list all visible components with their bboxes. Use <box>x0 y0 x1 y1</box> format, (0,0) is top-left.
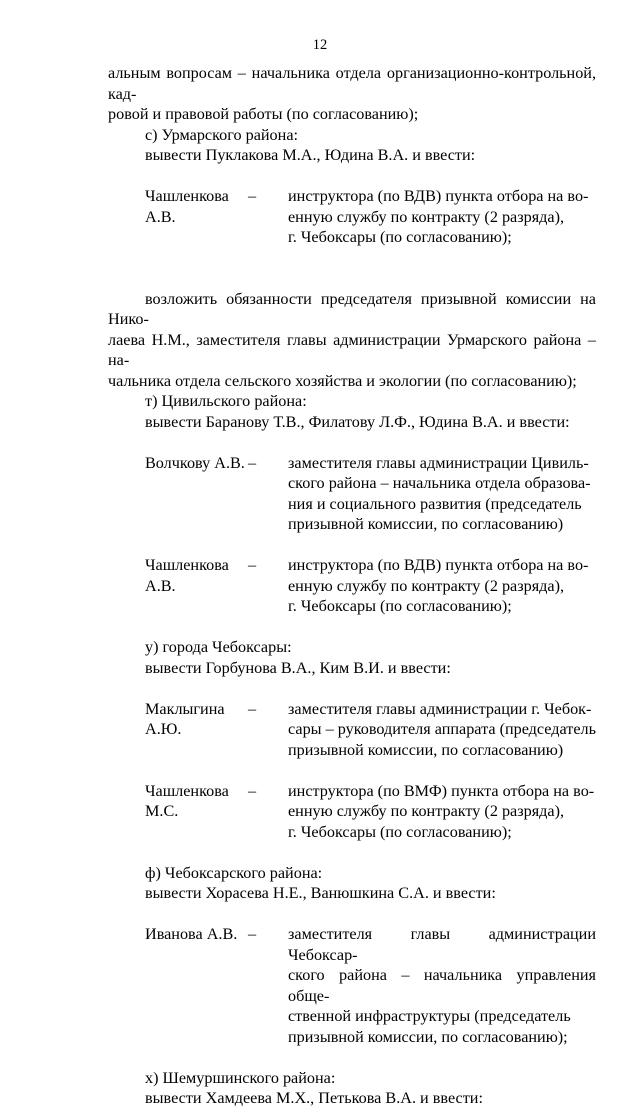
dash: – <box>248 187 257 205</box>
page-number: 12 <box>312 37 328 53</box>
person-name: Чашленкова А.В. <box>145 556 229 595</box>
text-line: енную службу по контракту (2 разряда), <box>288 207 565 226</box>
personnel-entry <box>108 555 596 617</box>
dash: – <box>248 453 257 472</box>
text-line: призывной комиссии, по согласованию); <box>288 1027 568 1046</box>
text-line: альным вопросам – начальника отдела организационно-контрольной, кад- <box>108 64 596 103</box>
text-line: возложить обязанности председателя призывной комиссии на Нико- <box>108 289 596 328</box>
dash: – <box>248 781 257 800</box>
extra-paragraph <box>108 289 596 392</box>
person-role <box>288 781 596 843</box>
person-name: Волчкову А.В. <box>145 453 245 472</box>
person-role <box>288 555 596 617</box>
section-action: вывести Горбунова В.А., Ким В.И. и ввести: <box>145 658 451 677</box>
text-line: ского района – начальника отдела образова- <box>288 474 591 492</box>
text-line: призывной комиссии, по согласованию) <box>288 515 564 533</box>
dash: – <box>248 925 257 943</box>
section-heading: у) города Чебоксары: <box>145 638 292 656</box>
section-heading: х) Шемуршинского района: <box>145 1068 336 1087</box>
text-line: инструктора (по ВДВ) пункта отбора на во- <box>288 187 589 205</box>
text-line: г. Чебоксары (по согласованию); <box>288 228 512 246</box>
person-role <box>288 699 596 761</box>
section-action: вывести Баранову Т.В., Филатову Л.Ф., Юдина В.А. и ввести: <box>145 412 570 431</box>
text-line: призывной комиссии, по согласованию) <box>288 740 564 759</box>
section-heading: с) Урмарского района: <box>145 125 298 144</box>
person-role <box>288 453 596 535</box>
personnel-entry <box>108 699 596 761</box>
text-line: ровой и правовой работы (по согласованию); <box>108 105 419 123</box>
text-line: г. Чебоксары (по согласованию); <box>288 822 512 841</box>
text-line: заместителя главы администрации Цивиль- <box>288 453 589 472</box>
text-line: сары – руководителя аппарата (председатель <box>288 720 596 738</box>
personnel-entry <box>108 781 596 843</box>
intro-paragraph <box>108 63 596 125</box>
person-role <box>288 924 596 1047</box>
person-name: Чашленкова М.С. <box>145 781 229 820</box>
personnel-entry <box>108 453 596 535</box>
dash: – <box>248 556 257 574</box>
person-name: Маклыгина А.Ю. <box>145 699 225 738</box>
text-line: ского района – начальника управления обще- <box>288 966 596 1005</box>
section-action: вывести Хамдеева М.Х., Петькова В.А. и ввести: <box>145 1089 483 1107</box>
section-action: вывести Пуклакова М.А., Юдина В.А. и ввести: <box>145 146 476 164</box>
text-line: енную службу по контракту (2 разряда), <box>288 576 565 595</box>
section-heading: ф) Чебоксарского района: <box>145 863 323 882</box>
text-line: заместителя главы администрации г. Чебок- <box>288 699 592 718</box>
document-body <box>108 63 596 1109</box>
text-line: ния и социального развития (председатель <box>288 494 582 513</box>
text-line: лаева Н.М., заместителя главы администрации Урмарского района – на- <box>108 330 596 369</box>
person-role <box>288 186 596 248</box>
dash: – <box>248 699 257 718</box>
text-line: г. Чебоксары (по согласованию); <box>288 597 512 615</box>
text-line: енную службу по контракту (2 разряда), <box>288 802 565 820</box>
text-line: инструктора (по ВДВ) пункта отбора на во- <box>288 556 589 574</box>
person-name: Чашленкова А.В. <box>145 187 229 226</box>
text-line: ственной инфраструктуры (председатель <box>288 1007 571 1025</box>
person-name: Иванова А.В. <box>145 925 238 943</box>
section-heading: т) Цивильского района: <box>145 392 307 410</box>
text-line: инструктора (по ВМФ) пункта отбора на во- <box>288 781 595 800</box>
personnel-entry <box>108 186 596 248</box>
text-line: заместителя главы администрации Чебоксар- <box>288 925 596 964</box>
personnel-entry <box>108 924 596 1047</box>
text-line: чальника отдела сельского хозяйства и экологии (по согласованию); <box>108 371 577 390</box>
section-action: вывести Хорасева Н.Е., Ванюшкина С.А. и ввести: <box>145 884 496 902</box>
